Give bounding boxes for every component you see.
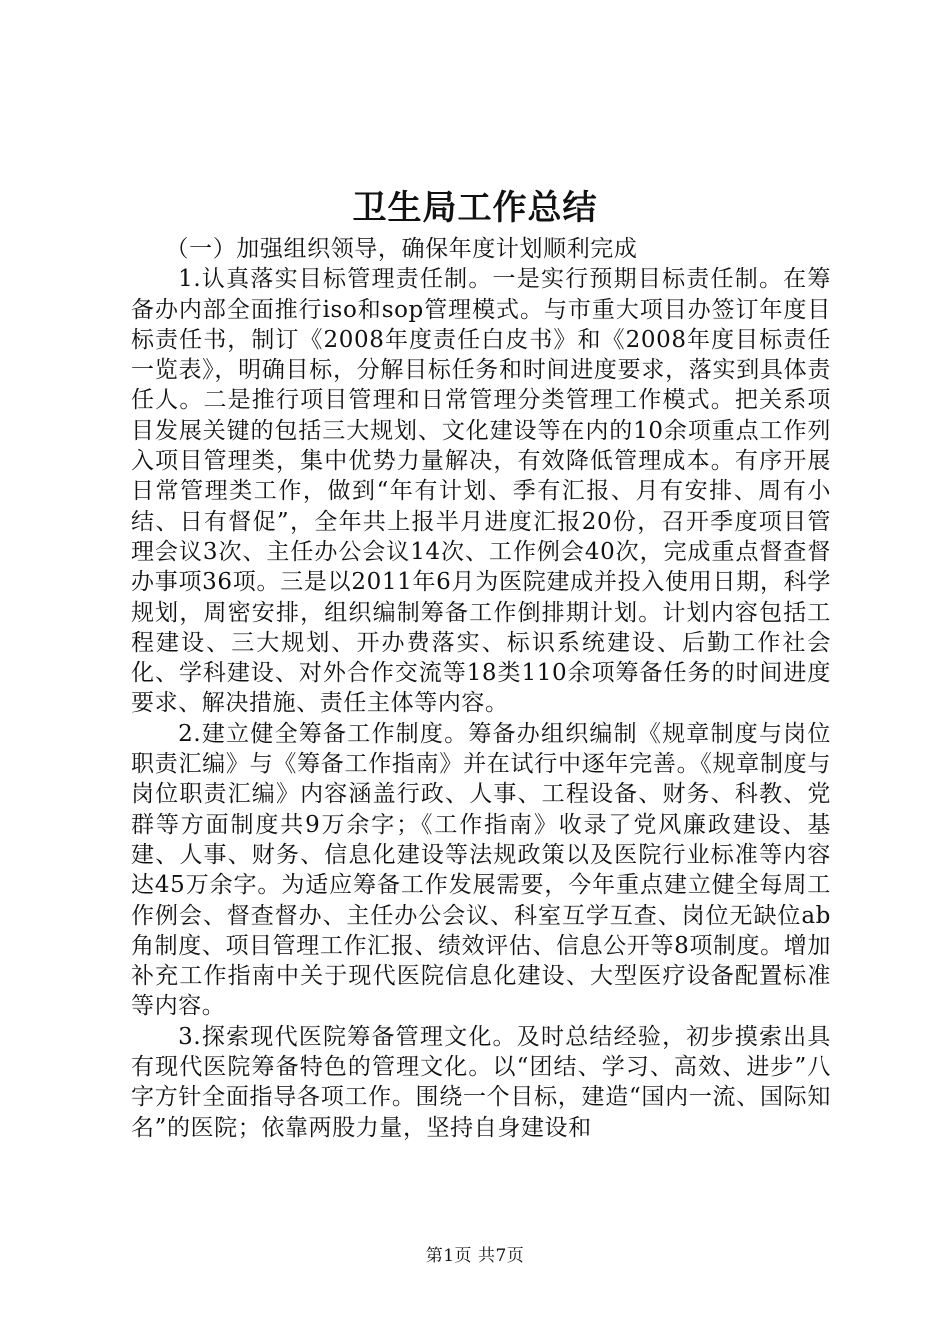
document-title: 卫生局工作总结	[352, 188, 598, 228]
paragraph-1: 1.认真落实目标管理责任制。一是实行预期目标责任制。在筹备办内部全面推行iso和sop管理模式。与市重大项目办签订年度目标责任书，制订《2008年度责任白皮书》和《2008年度目标责任一览表》，明确目标，分解目标任务和时间进度要求，落实到具体责任人。二是推行项目管理和日常管理分类管理工作模式。把关系项目发展关键的包括三大规划、文化建设等在内的10余项重点工作列入项目管理类，集中优势力量解决，有效降低管理成本。有序开展日常管理类工作，做到“年有计划、季有汇报、月有安排、周有小结、日有督促”，全年共上报半月进度汇报20份，召开季度项目管理会议3次、主任办公会议14次、工作例会40次，完成重点督查督办事项36项。三是以2011年6月为医院建成并投入使用日期，科学规划，周密安排，组织编制筹备工作倒排期计划。计划内容包括工程建设、三大规划、开办费落实、标识系统建设、后勤工作社会化、学科建设、对外合作交流等18类110余项筹备任务的时间进度要求、解决措施、责任主体等内容。	[131, 266, 831, 717]
paragraph-2: 2.建立健全筹备工作制度。筹备办组织编制《规章制度与岗位职责汇编》与《筹备工作指南》并在试行中逐年完善。《规章制度与岗位职责汇编》内容涵盖行政、人事、工程设备、财务、科教、党群等方面制度共9万余字；《工作指南》收录了党风廉政建设、基建、人事、财务、信息化建设等法规政策以及医院行业标准等内容达45万余字。为适应筹备工作发展需要，今年重点建立健全每周工作例会、督查督办、主任办公会议、科室互学互查、岗位无缺位ab角制度、项目管理工作汇报、绩效评估、信息公开等8项制度。增加补充工作指南中关于现代医院信息化建设、大型医疗设备配置标准等内容。	[131, 720, 831, 1020]
section-heading: （一）加强组织领导，确保年度计划顺利完成	[165, 236, 638, 262]
paragraph-3: 3.探索现代医院筹备管理文化。及时总结经验，初步摸索出具有现代医院筹备特色的管理文化。以“团结、学习、高效、进步”八字方针全面指导各项工作。围绕一个目标，建造“国内一流、国际知名”的医院；依靠两股力量，坚持自身建设和	[131, 1023, 831, 1141]
page-number-footer: 第1页 共7页	[425, 1246, 525, 1266]
document-body	[131, 234, 831, 1143]
